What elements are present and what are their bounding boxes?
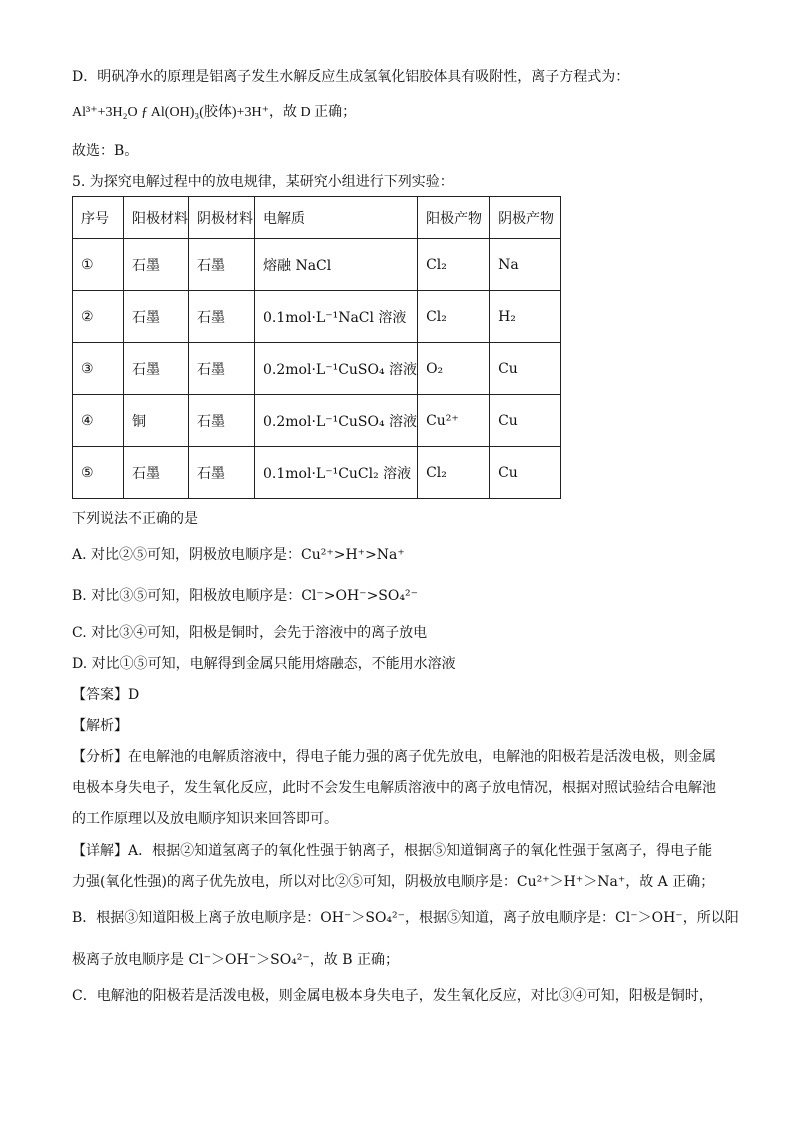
table-row bbox=[73, 291, 561, 343]
analysis-label: 【解析】 bbox=[72, 718, 128, 734]
table-row bbox=[73, 447, 561, 499]
equation-text: Al³⁺+3H₂O ƒ Al(OH)₃(胶体)+3H⁺ bbox=[72, 105, 269, 120]
analysis-line: 【分析】在电解池的电解质溶液中，得电子能力强的离子优先放电，电解池的阳极若是活泼电极，则金属 bbox=[72, 749, 716, 765]
table-header-cell: 阴极产物 bbox=[490, 197, 561, 239]
table-cell: 铜 bbox=[124, 395, 189, 447]
table-cell: 石墨 bbox=[189, 395, 255, 447]
detail-line: 极离子放电顺序是 Cl⁻＞OH⁻＞SO₄²⁻，故 B 正确； bbox=[72, 952, 399, 968]
table-header-cell: 序号 bbox=[73, 197, 124, 239]
table-cell: H₂ bbox=[490, 291, 561, 343]
question-stem: 5. 为探究电解过程中的放电规律，某研究小组进行下列实验： bbox=[72, 174, 454, 190]
detail-line: C．电解池的阳极若是活泼电极，则金属电极本身失电子，发生氧化反应，对比③④可知，阳极是铜时， bbox=[72, 988, 713, 1004]
table-cell: Cu bbox=[490, 395, 561, 447]
question-prompt: 下列说法不正确的是 bbox=[72, 511, 198, 527]
table-cell: ⑤ bbox=[73, 447, 124, 499]
analysis-line: 电极本身失电子，发生氧化反应，此时不会发生电解质溶液中的离子放电情况，根据对照试验结合电解池 bbox=[72, 780, 716, 796]
table-cell: 0.1mol·L⁻¹NaCl 溶液 bbox=[255, 291, 418, 343]
prev-option-d: D．明矾净水的原理是铝离子发生水解反应生成氢氧化铝胶体具有吸附性，离子方程式为： bbox=[72, 69, 630, 85]
table-header-cell: 电解质 bbox=[255, 197, 418, 239]
equation-tail: ，故 D 正确； bbox=[268, 105, 357, 120]
table-row bbox=[73, 395, 561, 447]
table-cell: ④ bbox=[73, 395, 124, 447]
answer-label: 【答案】D bbox=[72, 687, 140, 703]
table-cell: Cu²⁺ bbox=[418, 395, 490, 447]
table-cell: 石墨 bbox=[124, 239, 189, 291]
table-cell: Cu bbox=[490, 343, 561, 395]
table-cell: Cl₂ bbox=[418, 239, 490, 291]
option-c: C. 对比③④可知，阳极是铜时，会先于溶液中的离子放电 bbox=[72, 625, 428, 641]
table-cell: ② bbox=[73, 291, 124, 343]
experiment-table bbox=[72, 196, 561, 499]
table-cell: 石墨 bbox=[124, 447, 189, 499]
table-row bbox=[73, 343, 561, 395]
table-cell: 熔融 NaCl bbox=[255, 239, 418, 291]
table-cell: 石墨 bbox=[189, 343, 255, 395]
detail-line: 力强(氧化性强)的离子优先放电，所以对比②⑤可知，阴极放电顺序是：Cu²⁺＞H⁺＞Na⁺，故 A 正确； bbox=[72, 874, 715, 890]
detail-line: 【详解】A．根据②知道氢离子的氧化性强于钠离子，根据⑤知道铜离子的氧化性强于氢离子，得电子能 bbox=[72, 843, 713, 859]
table-cell: ③ bbox=[73, 343, 124, 395]
table-header-cell: 阳极产物 bbox=[418, 197, 490, 239]
analysis-line: 的工作原理以及放电顺序知识来回答即可。 bbox=[72, 811, 338, 827]
ionic-equation bbox=[72, 104, 356, 122]
table-cell: 石墨 bbox=[189, 239, 255, 291]
table-cell: ① bbox=[73, 239, 124, 291]
table-cell: Cu bbox=[490, 447, 561, 499]
table-cell: 石墨 bbox=[189, 447, 255, 499]
table-cell: Cl₂ bbox=[418, 291, 490, 343]
table-cell: 石墨 bbox=[124, 343, 189, 395]
prev-choice: 故选：B。 bbox=[72, 143, 139, 159]
table-header-cell: 阴极材料 bbox=[189, 197, 255, 239]
option-d: D. 对比①⑤可知，电解得到金属只能用熔融态，不能用水溶液 bbox=[72, 656, 456, 672]
detail-line: B．根据③知道阳极上离子放电顺序是：OH⁻＞SO₄²⁻，根据⑤知道，离子放电顺序是：Cl⁻＞OH⁻，所以阳 bbox=[72, 910, 739, 926]
table-cell: 0.1mol·L⁻¹CuCl₂ 溶液 bbox=[255, 447, 418, 499]
table-cell: 0.2mol·L⁻¹CuSO₄ 溶液 bbox=[255, 395, 418, 447]
table-cell: Na bbox=[490, 239, 561, 291]
table-cell: 0.2mol·L⁻¹CuSO₄ 溶液 bbox=[255, 343, 418, 395]
table-row bbox=[73, 239, 561, 291]
table-cell: Cl₂ bbox=[418, 447, 490, 499]
table-cell: 石墨 bbox=[124, 291, 189, 343]
option-a: A. 对比②⑤可知，阴极放电顺序是：Cu²⁺>H⁺>Na⁺ bbox=[72, 547, 405, 563]
table-cell: O₂ bbox=[418, 343, 490, 395]
table-header-cell: 阳极材料 bbox=[124, 197, 189, 239]
table-header-row bbox=[73, 197, 561, 239]
table-cell: 石墨 bbox=[189, 291, 255, 343]
option-b: B. 对比③⑤可知，阳极放电顺序是：Cl⁻>OH⁻>SO₄²⁻ bbox=[72, 588, 418, 604]
